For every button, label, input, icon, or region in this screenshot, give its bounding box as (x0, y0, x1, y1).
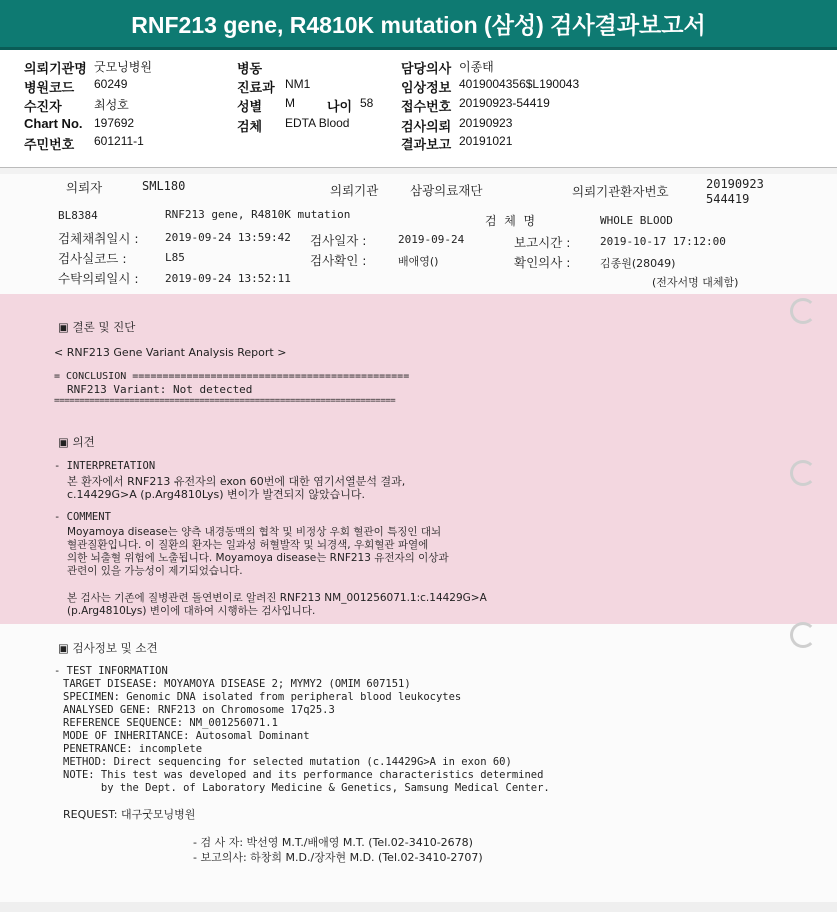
lab-code-value: L85 (165, 251, 185, 264)
signature-note: (전자서명 대체함) (652, 276, 739, 289)
lab-code-label: 검사실코드 : (58, 251, 127, 266)
requester-label: 의뢰자 (66, 180, 103, 195)
header-value: M (285, 96, 295, 110)
interpretation-heading: - INTERPRETATION (54, 460, 156, 472)
header-value: 20191021 (459, 134, 513, 148)
header-value: 601211-1 (94, 134, 144, 148)
test-info-line: TARGET DISEASE: MOYAMOYA DISEASE 2; MYMY2 (OMIM 607151) (63, 678, 411, 690)
section-opinion-heading: ▣ 의견 (58, 435, 95, 449)
collect-label: 검체채취일시 : (58, 231, 139, 246)
header-value: 이종태 (459, 60, 494, 74)
header-label: 수진자 (24, 99, 62, 114)
header-row-hospital-code (24, 77, 128, 96)
comment-text: 혈관질환입니다. 이 질환의 환자는 일과성 허혈발작 및 뇌경색, 우회혈관 파열에 (67, 539, 429, 551)
header-value: EDTA Blood (285, 116, 350, 130)
header-label: 나이 (327, 99, 353, 114)
header-label: 주민번호 (24, 137, 75, 152)
header-row-patient (24, 96, 129, 115)
footer-bar (0, 902, 837, 912)
comment-text: 관련이 있을 가능성이 제기되었습니다. (67, 565, 243, 577)
report-heading: < RNF213 Gene Variant Analysis Report > (54, 346, 287, 359)
header-label: 담당의사 (401, 61, 452, 76)
doctor-label: 확인의사 : (514, 255, 571, 270)
header-row-resident-no (24, 134, 144, 153)
confirm-label: 검사확인 : (310, 253, 367, 268)
confirm-value: 배애영() (398, 255, 439, 268)
header-value: 197692 (94, 116, 135, 130)
binder-hole-icon (790, 298, 816, 324)
header-label: 검사의뢰 (401, 119, 452, 134)
test-info-line: MODE OF INHERITANCE: Autosomal Dominant (63, 730, 310, 742)
header-value: 20190923 (459, 116, 513, 130)
header-row-report-date (401, 134, 513, 153)
signature-line: - 보고의사: 하창희 M.D./장자현 M.D. (Tel.02-3410-2707) (193, 851, 483, 864)
header-label: 병동 (237, 61, 263, 76)
specimen-value: WHOLE BLOOD (600, 214, 673, 227)
test-name: RNF213 gene, R4810K mutation (165, 208, 351, 221)
receive-label: 수탁의뢰일시 : (58, 271, 139, 286)
test-info-heading: - TEST INFORMATION (54, 665, 168, 677)
test-info-line: METHOD: Direct sequencing for selected mutation (c.14429G>A in exon 60) (63, 756, 512, 768)
header-label: 임상정보 (401, 80, 452, 95)
header-label: 결과보고 (401, 137, 452, 152)
test-date-label: 검사일자 : (310, 233, 367, 248)
report-time-value: 2019-10-17 17:12:00 (600, 235, 726, 248)
signature-line: - 검 사 자: 박선영 M.T./배애영 M.T. (Tel.02-3410-2678) (193, 836, 473, 849)
comment-heading: - COMMENT (54, 511, 111, 523)
header-row-institution (24, 58, 152, 77)
header-value: 굿모닝병원 (94, 60, 152, 74)
header-row-sex (237, 96, 295, 115)
header-label: 진료과 (237, 80, 275, 95)
header-row-doctor (401, 58, 494, 77)
specimen-label: 검 체 명 (485, 214, 536, 228)
test-info-line: SPECIMEN: Genomic DNA isolated from peripheral blood leukocytes (63, 691, 462, 703)
header-label: 접수번호 (401, 99, 452, 114)
test-code: BL8384 (58, 209, 98, 222)
test-info-line: PENETRANCE: incomplete (63, 743, 203, 755)
comment-text: (p.Arg4810Lys) 변이에 대하여 시행하는 검사입니다. (67, 605, 316, 617)
header-value: 60249 (94, 77, 128, 91)
header-value: 최성호 (94, 98, 129, 112)
conclusion-end-line: ==================================================================== (54, 396, 396, 406)
variant-result: RNF213 Variant: Not detected (67, 383, 253, 396)
header-row-request-date (401, 116, 513, 135)
comment-text: 본 검사는 기존에 질병관련 돌연변이로 알려진 RNF213 NM_001256071.1:c.14429G>A (67, 592, 487, 604)
header-row-ward (237, 58, 262, 77)
comment-text: 의한 뇌출혈 위험에 노출됩니다. Moyamoya disease는 RNF213 유전자의 이상과 (67, 552, 449, 564)
institution-label: 의뢰기관 (330, 183, 379, 198)
section-test-info-heading: ▣ 검사정보 및 소견 (58, 641, 158, 655)
header-value: 20190923-54419 (459, 96, 550, 110)
comment-text: Moyamoya disease는 양측 내경동맥의 협착 및 비정상 우회 혈관이 특징인 대뇌 (67, 526, 442, 538)
collect-value: 2019-09-24 13:59:42 (165, 231, 291, 244)
institution-value: 삼광의료재단 (410, 183, 483, 198)
header-row-chart-no (24, 116, 135, 131)
interpretation-text: 본 환자에서 RNF213 유전자의 exon 60번에 대한 염기서열분석 결과, (67, 475, 406, 488)
header-row-department (237, 77, 311, 96)
header-row-age (327, 96, 374, 115)
header-value: 4019004356$L190043 (459, 77, 580, 91)
header-row-specimen (237, 116, 350, 135)
header-row-accession (401, 96, 550, 115)
header-label: 성별 (237, 99, 263, 114)
header-value: NM1 (285, 77, 311, 91)
patient-header (0, 50, 837, 168)
conclusion-line: = CONCLUSION ============================================== (54, 371, 410, 382)
header-label: 의뢰기관명 (24, 61, 87, 76)
interpretation-text: c.14429G>A (p.Arg4810Lys) 변이가 발견되지 않았습니다. (67, 488, 366, 501)
test-info-line: NOTE: This test was developed and its performance characteristics determined (63, 769, 544, 781)
requester-value: SML180 (142, 179, 186, 193)
test-info-line: ANALYSED GENE: RNF213 on Chromosome 17q25.3 (63, 704, 335, 716)
receive-value: 2019-09-24 13:52:11 (165, 272, 291, 285)
request-line: REQUEST: 대구굿모닝병원 (63, 808, 196, 821)
doctor-value: 김종원(28049) (600, 257, 676, 270)
header-label: 검체 (237, 119, 263, 134)
test-info-line: by the Dept. of Laboratory Medicine & Genetics, Samsung Medical Center. (63, 782, 550, 794)
binder-hole-icon (790, 460, 816, 486)
header-value: 58 (360, 96, 374, 110)
section-conclusion-heading: ▣ 결론 및 진단 (58, 320, 136, 334)
header-label: Chart No. (24, 116, 83, 131)
header-label: 병원코드 (24, 80, 75, 95)
test-date-value: 2019-09-24 (398, 233, 465, 246)
report-time-label: 보고시간 : (514, 235, 571, 250)
test-info-line: REFERENCE SEQUENCE: NM_001256071.1 (63, 717, 278, 729)
report-title-bar (0, 0, 837, 50)
header-row-clinical-info (401, 77, 580, 96)
report-title: RNF213 gene, R4810K mutation (삼성) 검사결과보고서 (131, 12, 706, 38)
patient-no-value: 20190923544419 (706, 177, 764, 206)
binder-hole-icon (790, 622, 816, 648)
patient-no-label: 의뢰기관환자번호 (572, 184, 669, 199)
